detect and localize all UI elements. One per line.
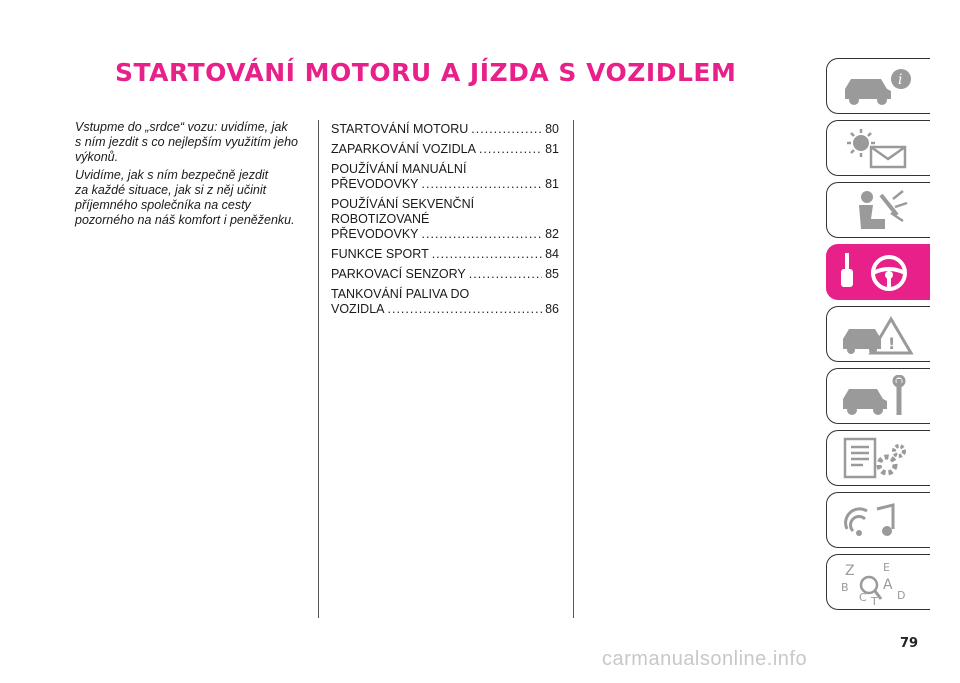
tab-emergency[interactable] [826,306,930,362]
page-title: STARTOVÁNÍ MOTORU A JÍZDA S VOZIDLEM [115,58,737,87]
toc-item[interactable]: STARTOVÁNÍ MOTORU ..... 80 [331,122,559,137]
toc-page-number: 82 [545,227,559,241]
toc-page-number: 84 [545,247,559,261]
watermark: carmanualsonline.info [602,648,808,670]
page-number: 79 [900,636,919,651]
toc-item[interactable]: POUŽÍVÁNÍ MANUÁLNÍ PŘEVODOVKY ..... 81 [331,162,559,192]
toc-page-number: 80 [545,122,559,136]
toc-item[interactable]: FUNKCE SPORT ..... 84 [331,247,559,262]
column-divider-right [573,120,574,618]
tab-maintenance[interactable] [826,368,930,424]
seat-airbag-icon [841,189,921,233]
svg-text:Z: Z [845,563,855,579]
svg-text:D: D [897,589,906,602]
svg-text:T: T [871,595,878,605]
tab-index[interactable] [826,554,930,610]
svg-text:C: C [859,591,867,604]
toc-page-number: 86 [545,302,559,316]
svg-text:E: E [883,561,890,574]
toc-page-number: 85 [545,267,559,281]
toc-item[interactable]: ZAPARKOVÁNÍ VOZIDLA ..... 81 [331,142,559,157]
tab-starting-driving[interactable] [826,244,930,300]
tab-car-info[interactable] [826,58,930,114]
index-letters-icon [841,561,921,605]
car-warning-icon [841,313,921,357]
toc-page-number: 81 [545,142,559,156]
toc-page-number: 81 [545,177,559,191]
svg-text:!: ! [888,334,896,353]
specs-gear-icon [841,437,921,481]
toc-item[interactable]: TANKOVÁNÍ PALIVA DO VOZIDLA ..... 86 [331,287,559,317]
intro-text [75,120,315,231]
table-of-contents [331,122,559,322]
key-steering-wheel-icon [841,251,921,295]
column-divider-left [318,120,319,618]
multimedia-icon [841,499,921,543]
toc-item[interactable]: POUŽÍVÁNÍ SEKVENČNÍ ROBOTIZOVANÉ PŘEVODOVKY ..... 82 [331,197,559,242]
intro-paragraph-1: Vstupme do „srdce“ vozu: uvidíme, jak s ním jezdit s co nejlepším využitím jeho výkonů. [75,120,298,164]
tab-multimedia[interactable] [826,492,930,548]
svg-text:B: B [841,581,849,594]
tab-specifications[interactable] [826,430,930,486]
toc-item[interactable]: PARKOVACÍ SENZORY ..... 85 [331,267,559,282]
light-message-icon [841,127,921,171]
tab-lights-messages[interactable] [826,120,930,176]
intro-paragraph-2: Uvidíme, jak s ním bezpečně jezdit za každé situace, jak si z něj učinit příjemného společníka na cesty pozorného na náš komfort i peněženku. [75,168,295,227]
car-info-icon [841,65,921,109]
tab-safety[interactable] [826,182,930,238]
car-tools-icon [841,375,921,419]
svg-text:A: A [883,577,893,593]
svg-text:i: i [898,72,903,88]
